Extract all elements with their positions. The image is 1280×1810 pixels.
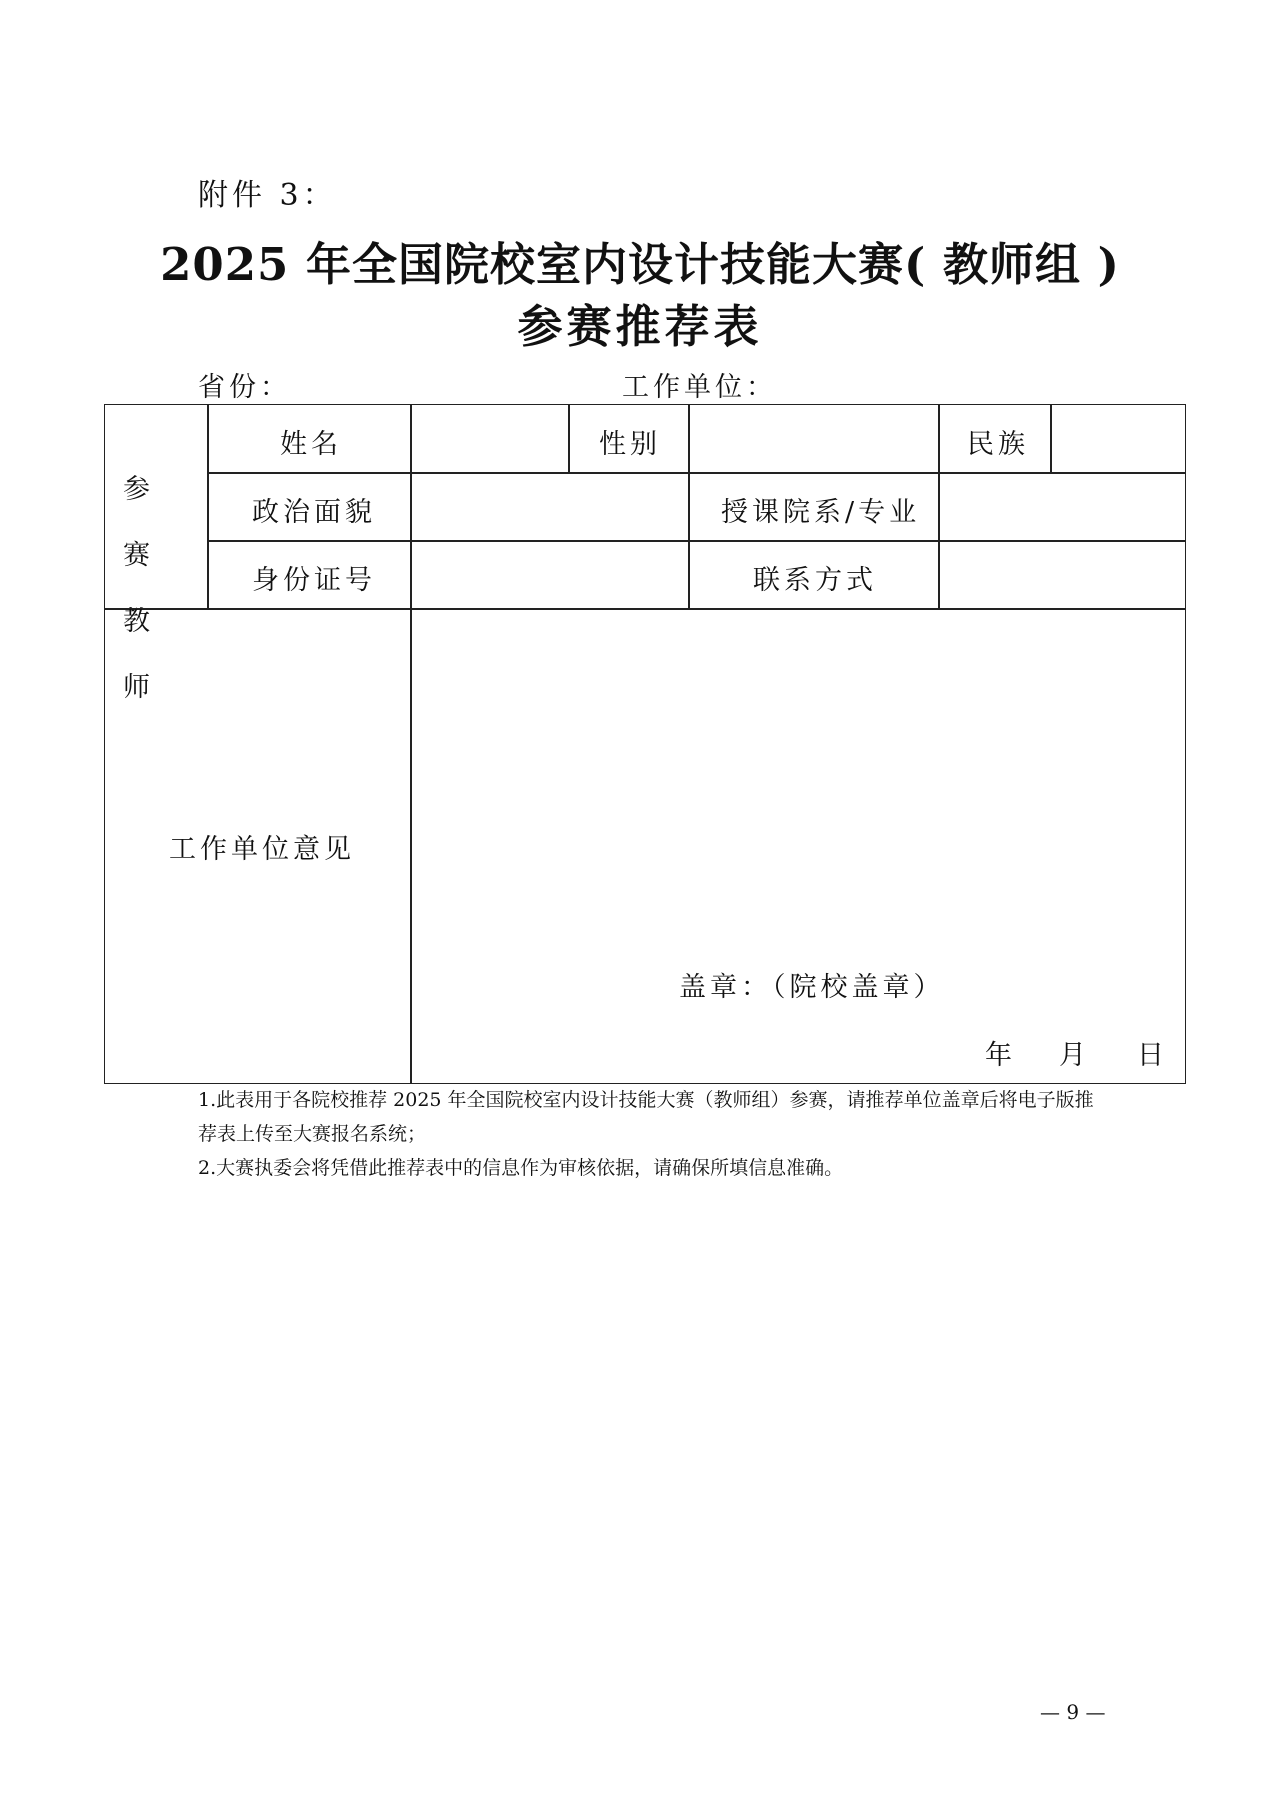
gender-input-cell[interactable] <box>688 404 940 474</box>
work-unit-label: 工作单位： <box>622 372 777 403</box>
political-label: 政治面貌 <box>252 497 376 528</box>
note-item: 2.大赛执委会将凭借此推荐表中的信息作为审核依据，请确保所填信息准确。 <box>198 1157 844 1179</box>
contact-label: 联系方式 <box>753 565 877 596</box>
ethnicity-input-cell[interactable] <box>1050 404 1186 474</box>
teacher-group-cell <box>104 404 209 703</box>
page-subtitle: 参赛推荐表 <box>517 300 763 353</box>
ethnicity-label: 民族 <box>967 429 1029 460</box>
id-number-label: 身份证号 <box>252 565 376 596</box>
opinion-label: 工作单位意见 <box>169 834 355 865</box>
name-input-cell[interactable] <box>410 404 570 474</box>
ethnicity-label-cell <box>938 404 1052 474</box>
day-label: 日 <box>1137 1040 1168 1071</box>
page-number: — 9 — <box>1040 1700 1106 1724</box>
id-input-cell[interactable] <box>410 540 690 610</box>
teacher-group-label: 参赛教师 <box>123 474 154 703</box>
id-label-cell <box>207 540 412 610</box>
contact-input-cell[interactable] <box>938 540 1186 610</box>
gender-label: 性别 <box>599 429 661 460</box>
province-label: 省份： <box>198 372 291 403</box>
seal-text: 盖章：（院校盖章） <box>679 972 945 1003</box>
name-label-cell <box>207 404 412 474</box>
department-label: 授课院系/专业 <box>721 497 921 528</box>
month-label: 月 <box>1059 1040 1090 1071</box>
form-notes <box>198 1083 1098 1185</box>
note-item: 1.此表用于各院校推荐 2025 年全国院校室内设计技能大赛（教师组）参赛，请推荐单位盖章后将电子版推荐表上传至大赛报名系统； <box>198 1089 1094 1145</box>
opinion-input-cell[interactable] <box>410 608 1186 1084</box>
department-input-cell[interactable] <box>938 472 1186 542</box>
name-label: 姓名 <box>280 429 342 460</box>
political-label-cell <box>207 472 412 542</box>
gender-label-cell <box>568 404 690 474</box>
attachment-label: 附件 3： <box>198 178 337 213</box>
contact-label-cell <box>688 540 940 610</box>
year-label: 年 <box>985 1040 1016 1071</box>
political-input-cell[interactable] <box>410 472 690 542</box>
opinion-label-cell <box>104 608 412 1084</box>
department-label-cell <box>688 472 940 542</box>
page-title: 2025 年全国院校室内设计技能大赛( 教师组 ) <box>160 238 1120 291</box>
